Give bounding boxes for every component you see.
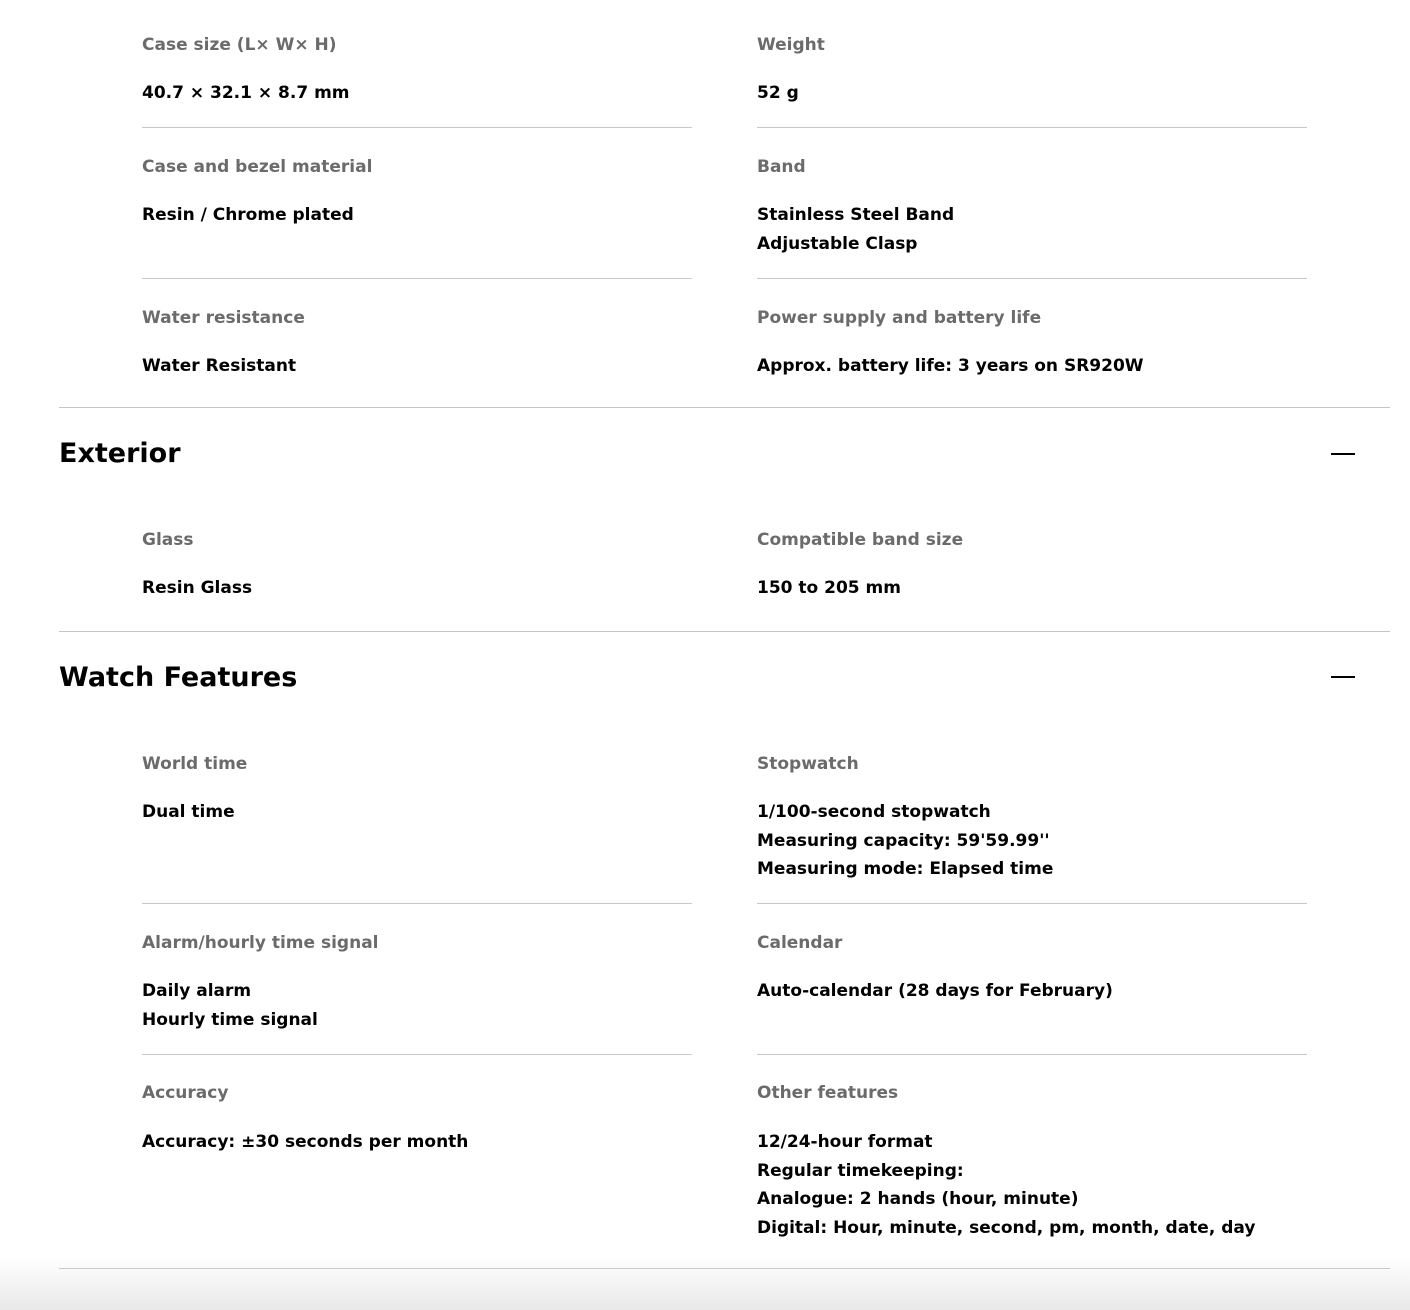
spec-label: Alarm/hourly time signal <box>142 933 379 953</box>
spec-value: 150 to 205 mm <box>757 578 901 598</box>
spec-value-line: Analogue: 2 hands (hour, minute) <box>757 1189 1079 1209</box>
spec-calendar <box>757 933 1113 1006</box>
features-collapse-button[interactable] <box>1324 665 1362 689</box>
spec-value-line: Measuring mode: Elapsed time <box>757 859 1054 879</box>
exterior-collapse-button[interactable] <box>1324 442 1362 466</box>
spec-label: Weight <box>757 35 825 55</box>
spec-value-line: Stainless Steel Band <box>757 205 955 225</box>
divider <box>142 278 692 279</box>
spec-value: Resin Glass <box>142 578 253 598</box>
spec-value-line: Daily alarm <box>142 981 252 1001</box>
spec-world-time <box>142 754 247 827</box>
minus-icon <box>1331 453 1355 455</box>
spec-value <box>757 1128 1255 1242</box>
spec-value: Resin / Chrome plated <box>142 205 354 225</box>
spec-value-line: 12/24-hour format <box>757 1132 933 1152</box>
spec-accuracy <box>142 1083 468 1157</box>
spec-label: Power supply and battery life <box>757 308 1042 328</box>
divider <box>142 127 692 128</box>
spec-label: Case and bezel material <box>142 157 373 177</box>
spec-value: Water Resistant <box>142 356 297 376</box>
spec-label: Stopwatch <box>757 754 859 774</box>
spec-weight <box>757 35 825 108</box>
section-title-exterior[interactable]: Exterior <box>59 438 181 469</box>
minus-icon <box>1331 676 1355 678</box>
spec-value-line: Measuring capacity: 59'59.99'' <box>757 830 1050 851</box>
spec-value-line: Adjustable Clasp <box>757 233 918 254</box>
spec-alarm <box>142 933 379 1034</box>
spec-label: Calendar <box>757 933 843 953</box>
section-divider <box>59 407 1390 408</box>
spec-label: Case size (L× W× H) <box>142 35 337 55</box>
spec-value-line: Hourly time signal <box>142 1009 318 1030</box>
divider <box>757 127 1307 128</box>
spec-label: World time <box>142 754 248 774</box>
spec-stopwatch <box>757 754 1053 884</box>
divider <box>142 903 692 904</box>
divider <box>757 278 1307 279</box>
divider <box>757 1054 1307 1055</box>
spec-case-bezel-material <box>142 157 372 230</box>
spec-value: Approx. battery life: 3 years on SR920W <box>757 356 1144 376</box>
spec-case-size <box>142 35 350 108</box>
divider <box>142 1054 692 1055</box>
spec-other-features <box>757 1083 1255 1242</box>
spec-value <box>757 201 954 258</box>
spec-value <box>142 977 379 1034</box>
spec-value: Auto-calendar (28 days for February) <box>757 981 1113 1001</box>
spec-label: Accuracy <box>142 1083 229 1103</box>
spec-value-line: 1/100-second stopwatch <box>757 802 991 822</box>
spec-water-resistance <box>142 308 305 381</box>
divider <box>757 903 1307 904</box>
bottom-fade-overlay <box>0 1258 1410 1310</box>
spec-value: 52 g <box>757 83 799 103</box>
spec-band-size <box>757 530 963 603</box>
section-divider <box>59 631 1390 632</box>
spec-value-line: Regular timekeeping: <box>757 1160 964 1181</box>
spec-value: Accuracy: ±30 seconds per month <box>142 1132 469 1152</box>
spec-value: Dual time <box>142 802 235 822</box>
spec-label: Band <box>757 157 806 177</box>
spec-label: Water resistance <box>142 308 305 328</box>
section-title-watch-features[interactable]: Watch Features <box>59 662 298 693</box>
spec-label: Glass <box>142 530 194 550</box>
spec-value-line: Digital: Hour, minute, second, pm, month, date, day <box>757 1217 1256 1238</box>
spec-label: Compatible band size <box>757 530 964 550</box>
spec-glass <box>142 530 252 603</box>
spec-band <box>757 157 954 258</box>
spec-value <box>757 798 1053 884</box>
spec-value: 40.7 × 32.1 × 8.7 mm <box>142 83 350 103</box>
spec-label: Other features <box>757 1083 899 1103</box>
spec-power-supply <box>757 308 1144 381</box>
